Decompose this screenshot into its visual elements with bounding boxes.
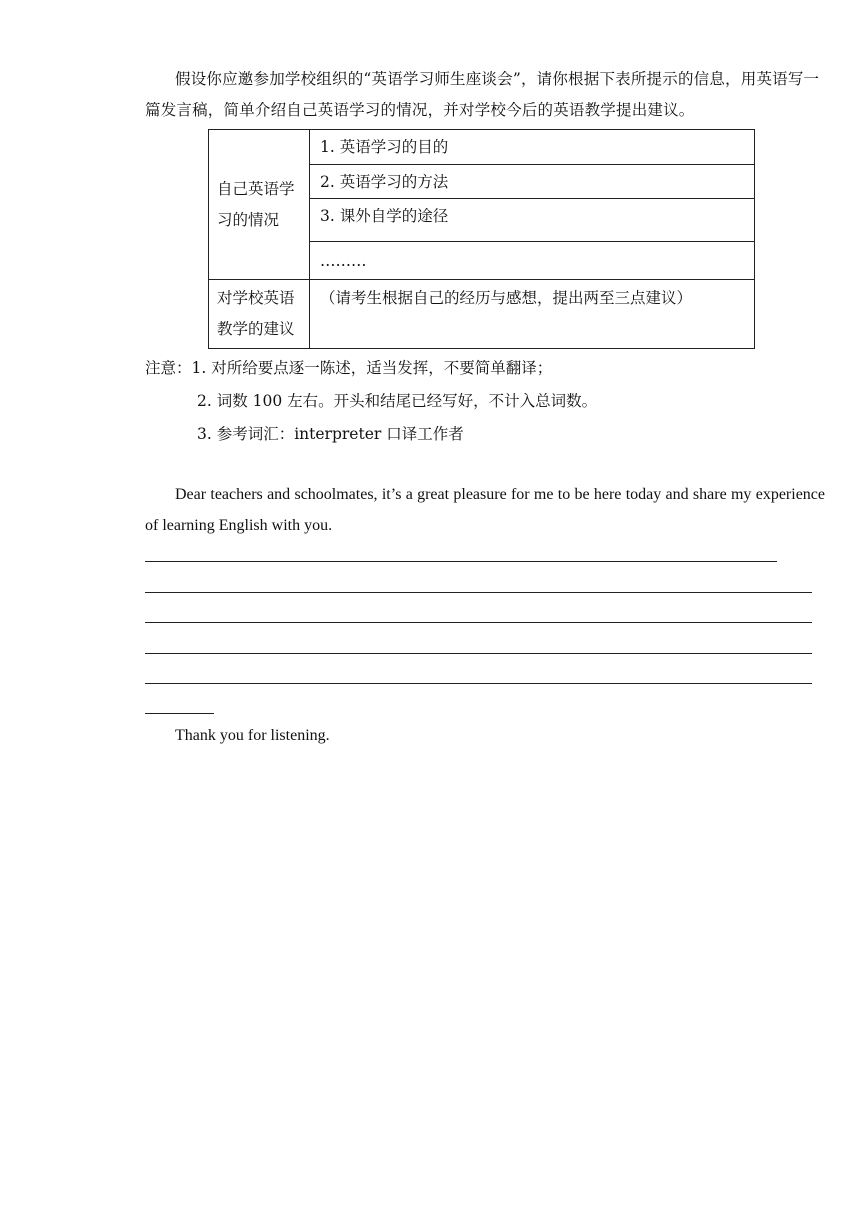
table-item-self-study: 3. 课外自学的途径 (310, 199, 755, 242)
letter-closing: Thank you for listening. (175, 727, 330, 744)
note-item: 3. 参考词汇：interpreter 口译工作者 (197, 425, 464, 443)
table-suggestions-note: （请考生根据自己的经历与感想，提出两至三点建议） (310, 280, 755, 349)
note-item: 2. 词数 100 左右。开头和结尾已经写好，不计入总词数。 (197, 392, 598, 410)
answer-line[interactable] (145, 653, 812, 654)
answer-line[interactable] (145, 592, 812, 593)
note-item: 1. 对所给要点逐一陈述，适当发挥，不要简单翻译； (191, 359, 553, 377)
table-label-suggestions: 对学校英语教学的建议 (209, 280, 310, 349)
table-item-methods: 2. 英语学习的方法 (310, 165, 755, 199)
notes-block (145, 352, 597, 451)
answer-line[interactable] (145, 683, 812, 684)
info-table (208, 129, 755, 349)
table-item-ellipsis: ……… (310, 242, 755, 280)
answer-line[interactable] (145, 713, 214, 714)
answer-line[interactable] (145, 561, 777, 562)
letter-opening: Dear teachers and schoolmates, it’s a great pleasure for me to be here today and share my experience of learning English with you. (145, 486, 825, 534)
table-item-purpose: 1. 英语学习的目的 (310, 130, 755, 165)
task-instructions: 假设你应邀参加学校组织的“英语学习师生座谈会”，请你根据下表所提示的信息，用英语写一篇发言稿，简单介绍自己英语学习的情况，并对学校今后的英语教学提出建议。 (145, 70, 820, 119)
answer-line[interactable] (145, 622, 812, 623)
table-label-situation: 自己英语学习的情况 (209, 130, 310, 280)
notes-prefix: 注意： (145, 359, 192, 377)
